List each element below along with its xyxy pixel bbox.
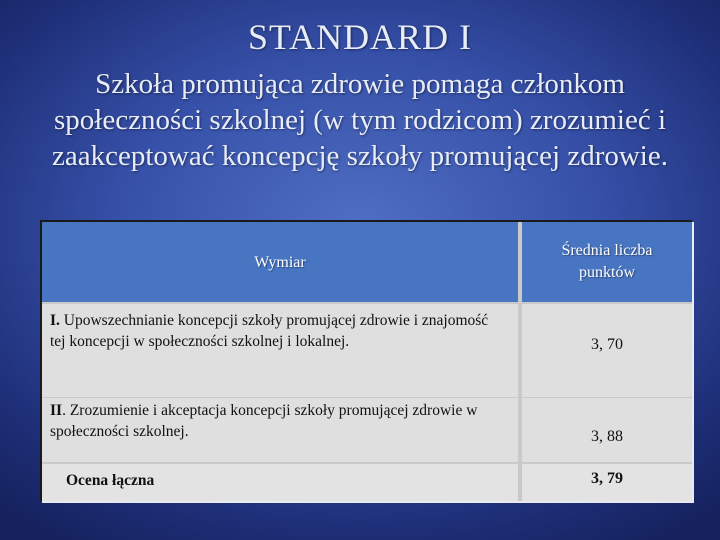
slide-subtitle: Szkoła promująca zdrowie pomaga członkom społeczności szkolnej (w tym rodzicom) zrozumieć i zaakceptować koncepcję szkoły promującej zdrowie. — [52, 68, 668, 172]
header-cell-srednia — [522, 222, 692, 302]
table-cell-label — [42, 398, 518, 462]
slide-title: STANDARD I — [247, 17, 473, 57]
table-cell-value — [522, 304, 692, 397]
table-cell-label — [42, 464, 518, 501]
row-1-value: 3, 70 — [591, 336, 623, 353]
header-label-wymiar: Wymiar — [254, 254, 306, 271]
row-3-label: Ocena łączna — [66, 472, 155, 489]
header-cell-wymiar — [42, 222, 518, 302]
row-1-label: Upowszechnianie koncepcji szkoły promującej zdrowie i znajomość tej koncepcji w społeczności szkolnej i lokalnej. — [50, 312, 489, 350]
table-cell-value — [522, 464, 692, 501]
table-header-row — [42, 222, 692, 302]
table-cell-value — [522, 398, 692, 462]
row-2-value: 3, 88 — [591, 428, 623, 445]
row-2-text — [50, 400, 518, 442]
row-3-value: 3, 79 — [591, 470, 623, 487]
header-label-srednia: Średnia liczba punktów — [561, 242, 653, 281]
row-2-label: . Zrozumienie i akceptacja koncepcji szkoły promującej zdrowie w społeczności szkolnej. — [50, 402, 478, 440]
table-row — [42, 304, 692, 397]
table-row — [42, 464, 692, 501]
table-row — [42, 398, 692, 462]
row-1-number: I. — [50, 312, 60, 329]
results-table — [40, 220, 692, 501]
row-2-number: II — [50, 402, 63, 419]
table-cell-label — [42, 304, 518, 397]
row-1-text — [50, 310, 490, 352]
